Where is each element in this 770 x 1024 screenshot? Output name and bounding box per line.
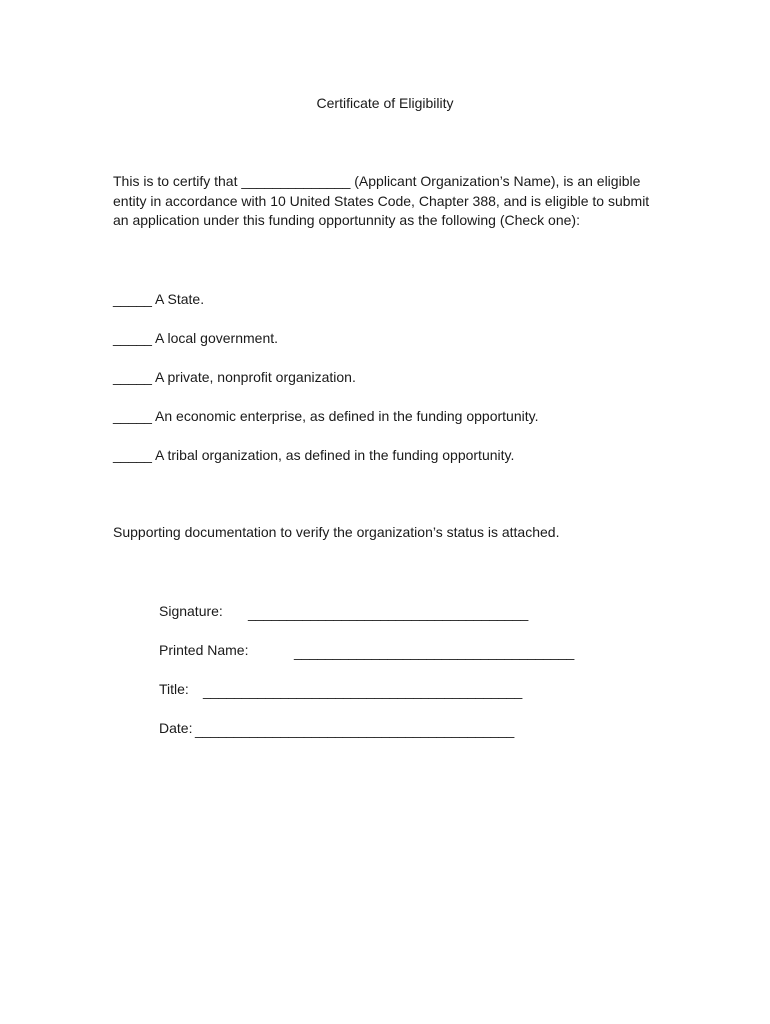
intro-line: an application under this funding opportunnity as the following (Check one): xyxy=(113,212,580,228)
option-economic-enterprise: _____ An economic enterprise, as defined in the funding opportunity. xyxy=(113,408,539,424)
title-line: _________________________________________ xyxy=(203,683,523,699)
date-line: _________________________________________ xyxy=(195,722,515,738)
option-tribal-organization: _____ A tribal organization, as defined in the funding opportunity. xyxy=(113,447,515,463)
intro-paragraph xyxy=(113,172,673,231)
option-state: _____ A State. xyxy=(113,291,205,307)
signature-line: ____________________________________ xyxy=(248,605,529,621)
title-label: Title: xyxy=(159,681,189,697)
printed-name-line: ____________________________________ xyxy=(294,644,575,660)
signature-label: Signature: xyxy=(159,603,223,619)
date-label: Date: xyxy=(159,720,193,736)
intro-line: entity in accordance with 10 United States Code, Chapter 388, and is eligible to submit xyxy=(113,192,650,209)
document-title: Certificate of Eligibility xyxy=(316,95,454,111)
printed-name-label: Printed Name: xyxy=(159,642,249,658)
option-private-nonprofit: _____ A private, nonprofit organization. xyxy=(113,369,356,385)
option-local-government: _____ A local government. xyxy=(113,330,279,346)
supporting-documentation-text: Supporting documentation to verify the organization’s status is attached. xyxy=(113,524,560,540)
intro-line: This is to certify that ______________ (Applicant Organization’s Name), is an eligible xyxy=(113,173,641,189)
